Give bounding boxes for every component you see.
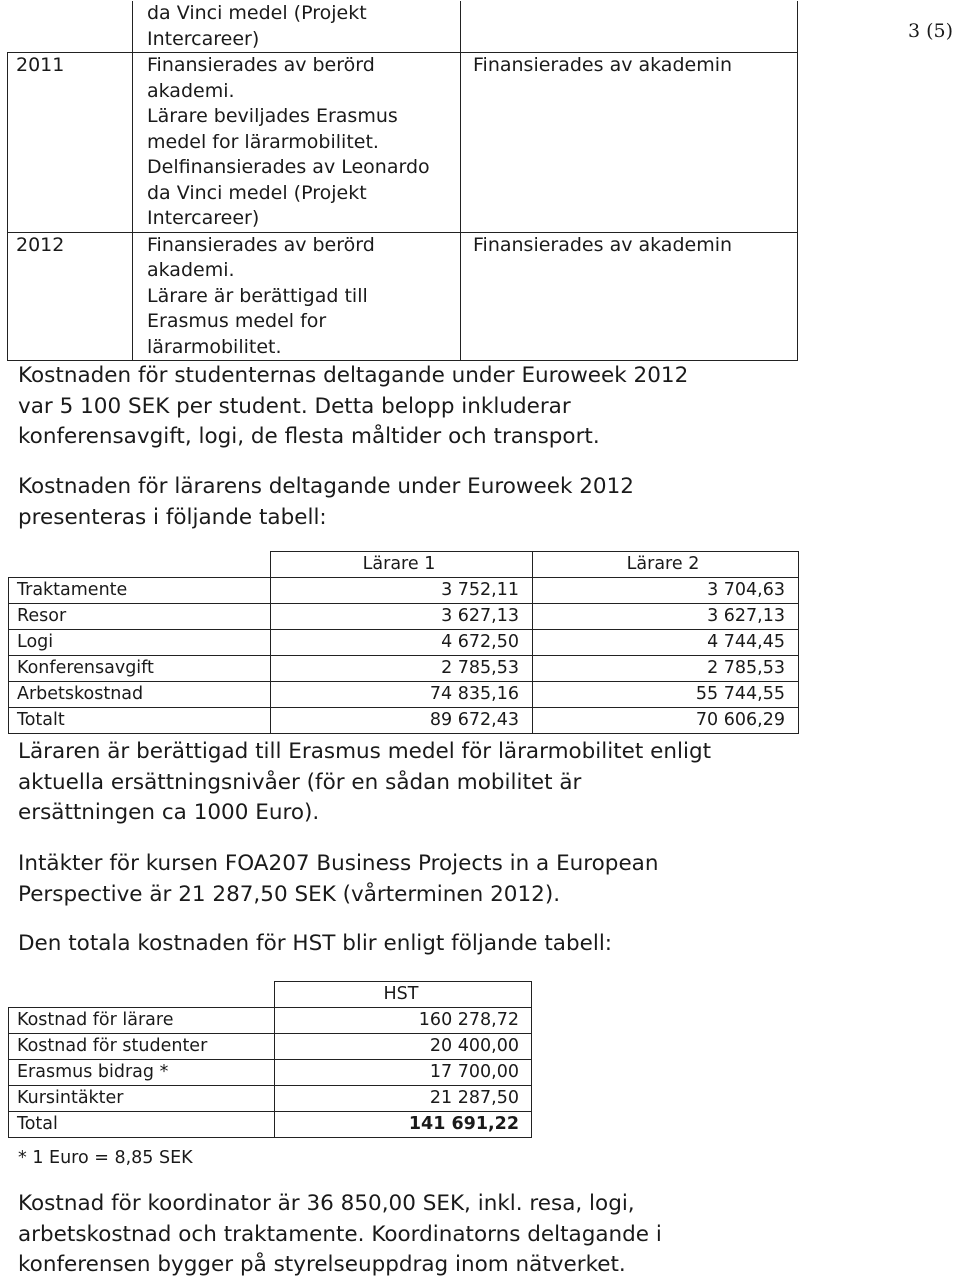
description-line: Finansierades av berörd	[147, 233, 375, 256]
value-cell: 3 627,13	[533, 604, 799, 630]
paragraph-line: Kostnaden för studenternas deltagande under Euroweek 2012	[18, 363, 689, 388]
header-cell: Lärare 2	[533, 552, 799, 578]
table-row	[9, 1086, 532, 1112]
description-line: akademi.	[147, 79, 235, 102]
table-row	[9, 682, 799, 708]
value-cell: 55 744,55	[533, 682, 799, 708]
paragraph-line: var 5 100 SEK per student. Detta belopp inkluderar	[18, 393, 571, 419]
table-header-row	[9, 982, 532, 1008]
value-cell: 2 785,53	[271, 656, 533, 682]
paragraph-line: Den totala kostnaden för HST blir enligt följande tabell:	[18, 931, 613, 956]
value-cell: 4 672,50	[271, 630, 533, 656]
table-row	[8, 1, 798, 53]
paragraph-student-cost	[18, 361, 688, 453]
row-label: Konferensavgift	[9, 656, 271, 682]
description-line: lärarmobilitet.	[147, 335, 282, 358]
teacher-cost-table	[8, 551, 799, 734]
description-line: da Vinci medel (Projekt	[147, 2, 367, 24]
total-value-cell: 141 691,22	[275, 1112, 532, 1138]
paragraph-line: konferensen bygger på styrelseuppdrag inom nätverket.	[18, 1252, 626, 1277]
description-cell	[133, 53, 461, 233]
paragraph-line: aktuella ersättningsnivåer (för en sådan mobilitet är	[18, 769, 582, 795]
header-cell	[9, 552, 271, 578]
footnote: * 1 Euro = 8,85 SEK	[18, 1148, 193, 1168]
row-label: Kursintäkter	[9, 1086, 275, 1112]
paragraph-erasmus	[18, 737, 711, 829]
funding-table	[7, 1, 798, 361]
row-label: Total	[9, 1112, 275, 1138]
table-row	[9, 578, 799, 604]
description-line: Intercareer)	[147, 27, 260, 50]
header-cell: Lärare 1	[271, 552, 533, 578]
value-cell: 3 627,13	[271, 604, 533, 630]
paragraph-line: arbetskostnad och traktamente. Koordinatorns deltagande i	[18, 1221, 662, 1247]
table-row	[9, 604, 799, 630]
paragraph-line: Kostnad för koordinator är 36 850,00 SEK, inkl. resa, logi,	[18, 1191, 635, 1216]
value-cell: 17 700,00	[275, 1060, 532, 1086]
paragraph-income	[18, 849, 658, 910]
paragraph-teacher-cost-intro	[18, 472, 634, 533]
description-cell	[133, 232, 461, 361]
table-row	[9, 1060, 532, 1086]
row-label: Traktamente	[9, 578, 271, 604]
table-row	[9, 708, 799, 734]
value-cell: 3 704,63	[533, 578, 799, 604]
description-line: medel for lärarmobilitet.	[147, 130, 379, 153]
header-cell: HST	[275, 982, 532, 1008]
year-cell: 2012	[8, 232, 133, 361]
description-line: da Vinci medel (Projekt	[147, 181, 367, 204]
row-label: Kostnad för studenter	[9, 1034, 275, 1060]
page-number: 3 (5)	[908, 20, 954, 42]
description-line: Intercareer)	[147, 207, 260, 229]
description-line: akademi.	[147, 259, 235, 281]
table-row	[9, 656, 799, 682]
description-line: Delfinansierades av Leonardo	[147, 156, 430, 178]
row-label: Resor	[9, 604, 271, 630]
value-cell: 4 744,45	[533, 630, 799, 656]
paragraph-line: ersättningen ca 1000 Euro).	[18, 800, 320, 825]
row-label: Totalt	[9, 708, 271, 734]
table-row	[9, 1034, 532, 1060]
value-cell: 3 752,11	[271, 578, 533, 604]
row-label: Erasmus bidrag *	[9, 1060, 275, 1086]
table-row	[9, 1008, 532, 1034]
table-row	[8, 53, 798, 233]
value-cell: 20 400,00	[275, 1034, 532, 1060]
description-line: Finansierades av berörd	[147, 54, 375, 76]
paragraph-line: presenteras i följande tabell:	[18, 504, 327, 530]
table-row	[9, 1112, 532, 1138]
value-cell: 74 835,16	[271, 682, 533, 708]
header-cell	[9, 982, 275, 1008]
paragraph-line: konferensavgift, logi, de flesta måltider och transport.	[18, 424, 600, 449]
value-cell: 70 606,29	[533, 708, 799, 734]
row-label: Kostnad för lärare	[9, 1008, 275, 1034]
value-cell: 160 278,72	[275, 1008, 532, 1034]
table-header-row	[9, 552, 799, 578]
value-cell: 21 287,50	[275, 1086, 532, 1112]
paragraph-line: Kostnaden för lärarens deltagande under Euroweek 2012	[18, 474, 634, 499]
table-row	[9, 630, 799, 656]
description-line: Lärare beviljades Erasmus	[147, 105, 398, 127]
description-line: Erasmus medel for	[147, 310, 327, 332]
year-cell	[8, 1, 133, 53]
funding-cell	[461, 1, 798, 53]
paragraph-line: Intäkter för kursen FOA207 Business Projects in a European	[18, 851, 659, 876]
paragraph-line: Läraren är berättigad till Erasmus medel för lärarmobilitet enligt	[18, 739, 712, 764]
description-line: Lärare är berättigad till	[147, 284, 368, 307]
value-cell: 89 672,43	[271, 708, 533, 734]
table-row	[8, 232, 798, 361]
funding-cell: Finansierades av akademin	[461, 232, 798, 361]
row-label: Arbetskostnad	[9, 682, 271, 708]
row-label: Logi	[9, 630, 271, 656]
paragraph-line: Perspective är 21 287,50 SEK (vårterminen 2012).	[18, 881, 561, 907]
paragraph-coordinator	[18, 1189, 662, 1281]
year-cell: 2011	[8, 53, 133, 233]
paragraph-total-intro	[18, 929, 612, 960]
value-cell: 2 785,53	[533, 656, 799, 682]
funding-cell: Finansierades av akademin	[461, 53, 798, 233]
hst-table	[8, 981, 532, 1138]
description-cell	[133, 1, 461, 53]
